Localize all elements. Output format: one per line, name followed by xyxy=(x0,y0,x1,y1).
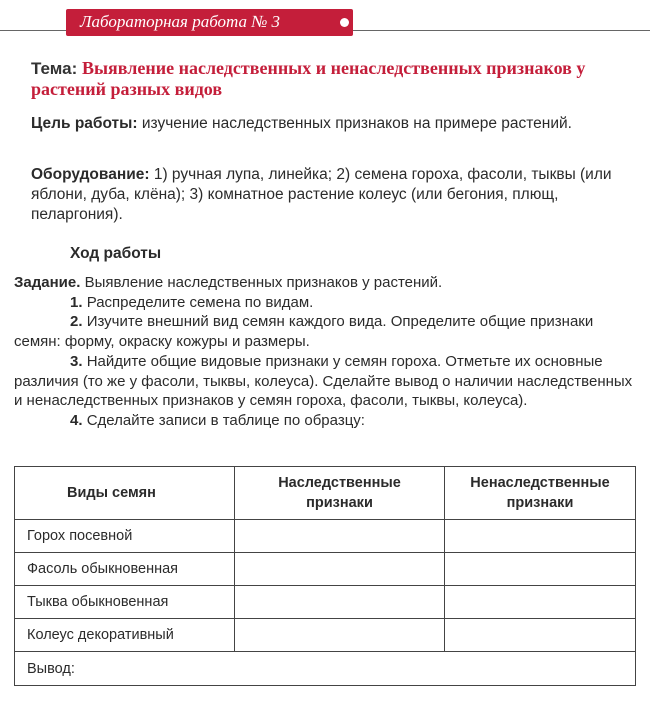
lab-banner xyxy=(66,9,353,36)
cell-non-hereditary[interactable] xyxy=(445,586,636,619)
cell-hereditary[interactable] xyxy=(235,619,445,652)
task-step xyxy=(14,411,634,431)
step-number: 2. xyxy=(70,313,83,331)
step-number: 3. xyxy=(70,352,83,370)
cell-hereditary[interactable] xyxy=(235,586,445,619)
row-species: Фасоль обыкновенная xyxy=(15,553,235,586)
header-species: Виды семян xyxy=(15,467,235,520)
equipment-text: 1) ручная лупа, линейка; 2) семена гороха, фасоли, тыквы (или яблони, дуба, клёна); 3) комнатное растение колеус (или бегония, плющ, пеларгония). xyxy=(31,166,612,223)
task-step xyxy=(14,312,634,351)
header-non-hereditary: Ненаследственные признаки xyxy=(445,467,636,520)
step-number: 4. xyxy=(70,411,83,429)
cell-non-hereditary[interactable] xyxy=(445,553,636,586)
equipment-block xyxy=(31,165,631,225)
task-text: Выявление наследственных признаков у растений. xyxy=(84,274,443,291)
step-text: Изучите внешний вид семян каждого вида. Определите общие признаки семян: форму, окраску кожуры и размеры. xyxy=(14,313,594,351)
observation-table xyxy=(14,466,636,686)
task-block xyxy=(14,273,634,431)
task-step xyxy=(14,293,634,313)
step-text: Распределите семена по видам. xyxy=(86,293,314,311)
course-heading: Ход работы xyxy=(70,245,162,262)
table-conclusion-row xyxy=(15,652,636,686)
cell-non-hereditary[interactable] xyxy=(445,520,636,553)
header-hereditary: Наследственные признаки xyxy=(235,467,445,520)
cell-hereditary[interactable] xyxy=(235,553,445,586)
table-row xyxy=(15,586,636,619)
goal-block xyxy=(31,114,629,134)
step-text: Сделайте записи в таблице по образцу: xyxy=(86,411,365,429)
step-text: Найдите общие видовые признаки у семян гороха. Отметьте их основные различия (то же у фасоли, тыквы, колеуса). Сделайте вывод о наличии наследственных и ненаследственных признаков у семян гороха, фасоли, тыквы, колеуса). xyxy=(14,352,633,410)
equipment-label: Оборудование: xyxy=(31,166,150,183)
table-row xyxy=(15,619,636,652)
task-step xyxy=(14,352,634,411)
row-species: Горох посевной xyxy=(15,520,235,553)
conclusion-cell[interactable]: Вывод: xyxy=(15,652,636,686)
theme-text: Выявление наследственных и ненаследственных признаков у растений разных видов xyxy=(31,58,586,99)
cell-non-hereditary[interactable] xyxy=(445,619,636,652)
theme-block xyxy=(31,58,621,100)
goal-label: Цель работы: xyxy=(31,115,138,132)
table-row xyxy=(15,520,636,553)
table-header-row xyxy=(15,467,636,520)
row-species: Тыква обыкновенная xyxy=(15,586,235,619)
cell-hereditary[interactable] xyxy=(235,520,445,553)
row-species: Колеус декоративный xyxy=(15,619,235,652)
step-number: 1. xyxy=(70,293,83,311)
table-row xyxy=(15,553,636,586)
goal-text: изучение наследственных признаков на примере растений. xyxy=(141,115,572,132)
theme-label: Тема: xyxy=(31,59,78,78)
task-label: Задание. xyxy=(14,274,81,291)
banner-dot-icon xyxy=(340,18,349,27)
lab-title: Лабораторная работа № 3 xyxy=(80,12,281,31)
